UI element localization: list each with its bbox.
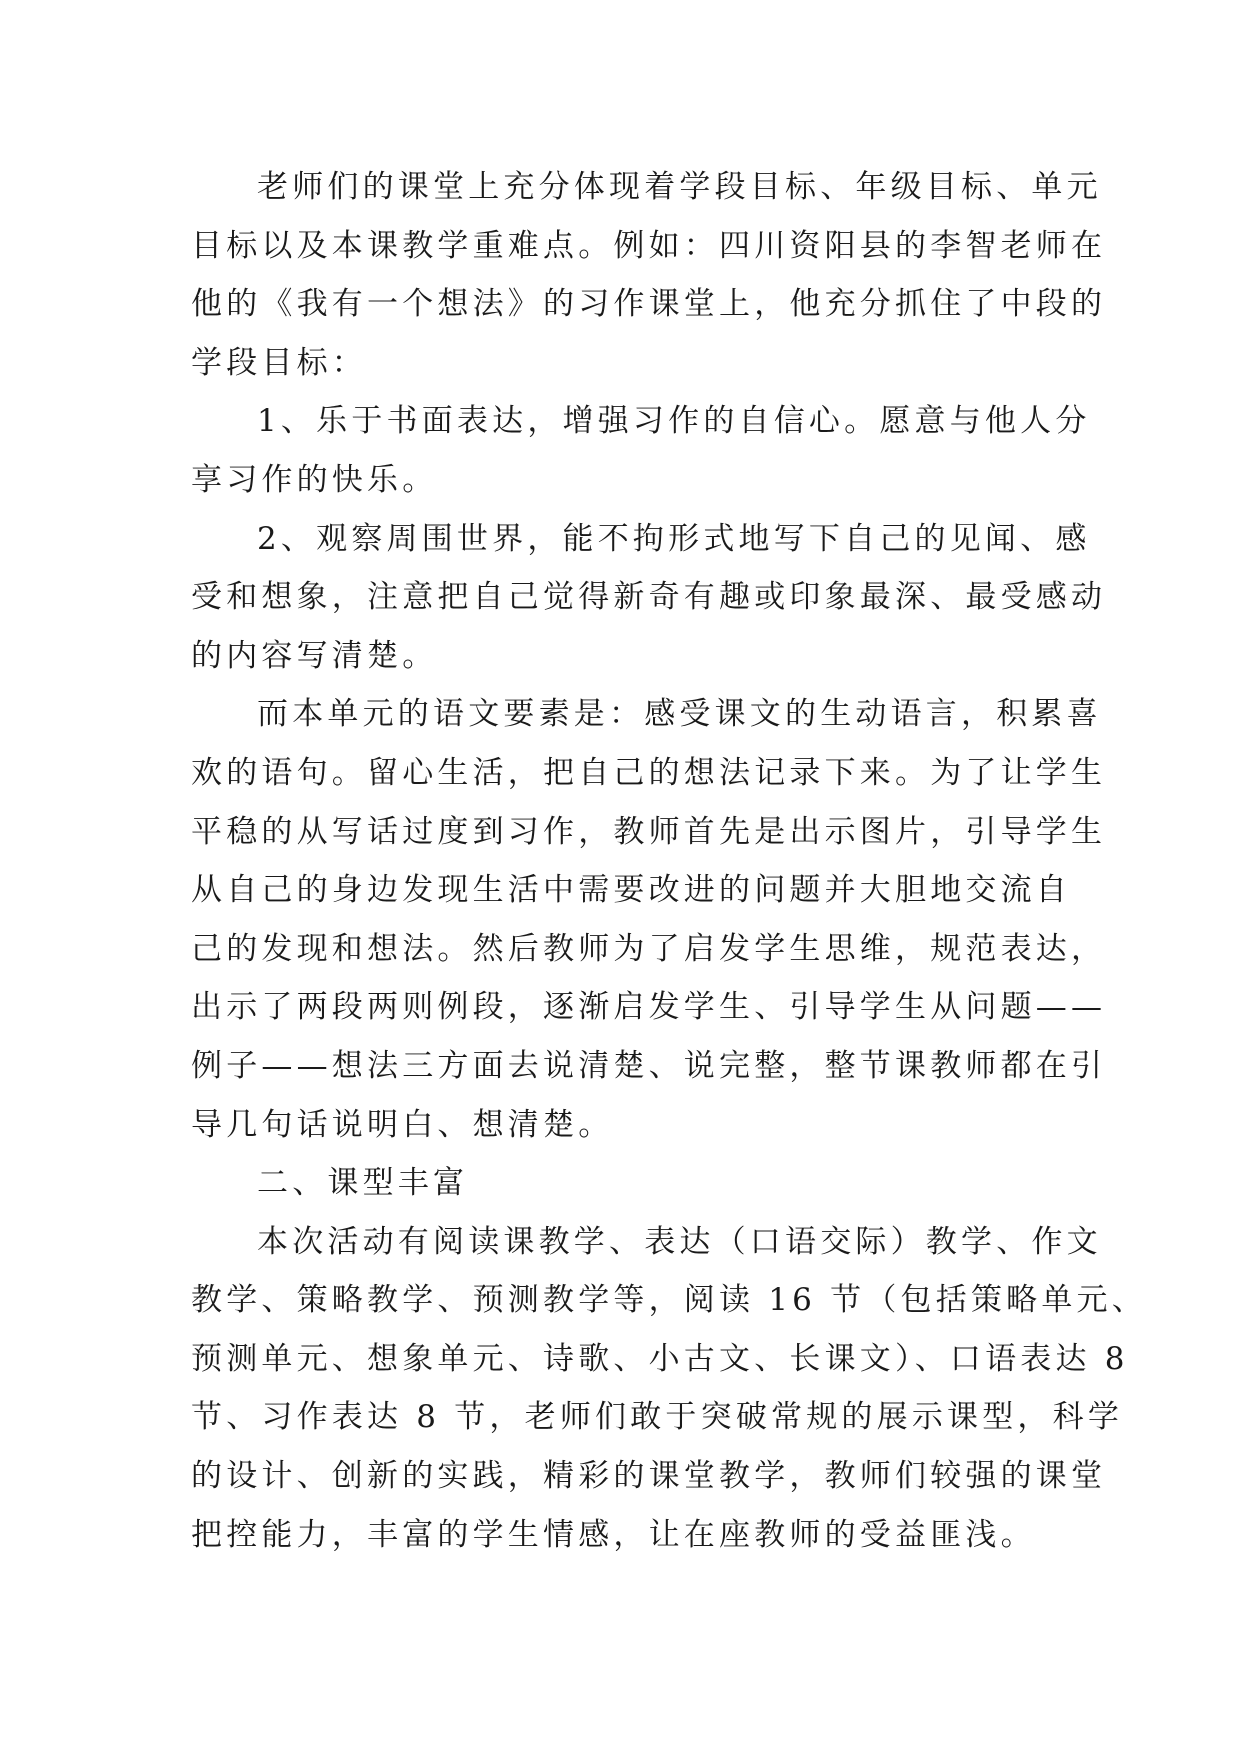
text-line: 1、乐于书面表达，增强习作的自信心。愿意与他人分 <box>257 403 1091 440</box>
text-line: 欢的语句。留心生活，把自己的想法记录下来。为了让学生 <box>191 754 1107 791</box>
text-line: 享习作的快乐。 <box>191 461 438 498</box>
text-line: 而本单元的语文要素是：感受课文的生动语言，积累喜 <box>257 696 1102 733</box>
text-line: 从自己的身边发现生活中需要改进的问题并大胆地交流自 <box>191 872 1071 909</box>
text-line: 目标以及本课教学重难点。例如：四川资阳县的李智老师在 <box>191 227 1107 264</box>
text-line: 导几句话说明白、想清楚。 <box>191 1106 614 1143</box>
paragraph-goal-2 <box>191 510 1107 686</box>
text-line: 的设计、创新的实践，精彩的课堂教学，教师们较强的课堂 <box>191 1458 1107 1495</box>
text-line: 例子——想法三方面去说清楚、说完整，整节课教师都在引 <box>191 1047 1107 1084</box>
section-heading: 二、课型丰富 <box>257 1165 469 1202</box>
text-line: 他的《我有一个想法》的习作课堂上，他充分抓住了中段的 <box>191 286 1107 323</box>
text-line: 学段目标： <box>191 344 367 381</box>
paragraph-goals-intro <box>191 158 1107 392</box>
text-line: 己的发现和想法。然后教师为了启发学生思维，规范表达， <box>191 930 1107 967</box>
text-line: 老师们的课堂上充分体现着学段目标、年级目标、单元 <box>257 169 1102 205</box>
document-body <box>191 158 1147 1564</box>
paragraph-goal-1 <box>191 392 1091 509</box>
text-line: 节、习作表达 8 节，老师们敢于突破常规的展示课型，科学 <box>191 1399 1124 1436</box>
text-line: 2、观察周围世界，能不拘形式地写下自己的见闻、感 <box>257 520 1091 557</box>
section-heading-course-types <box>191 1154 1051 1213</box>
text-line: 受和想象，注意把自己觉得新奇有趣或印象最深、最受感动 <box>191 579 1107 616</box>
paragraph-unit-elements <box>191 685 1107 1154</box>
text-line: 平稳的从写话过度到习作，教师首先是出示图片，引导学生 <box>191 813 1107 850</box>
text-line: 出示了两段两则例段，逐渐启发学生、引导学生从问题—— <box>191 989 1107 1026</box>
text-line: 本次活动有阅读课教学、表达（口语交际）教学、作文 <box>257 1223 1102 1260</box>
text-line: 的内容写清楚。 <box>191 637 438 674</box>
text-line: 教学、策略教学、预测教学等，阅读 16 节（包括策略单元、 <box>191 1282 1147 1319</box>
text-line: 预测单元、想象单元、诗歌、小古文、长课文）、口语表达 8 <box>191 1340 1129 1377</box>
text-line: 把控能力，丰富的学生情感，让在座教师的受益匪浅。 <box>191 1516 1036 1553</box>
paragraph-activity-summary <box>191 1213 1147 1565</box>
